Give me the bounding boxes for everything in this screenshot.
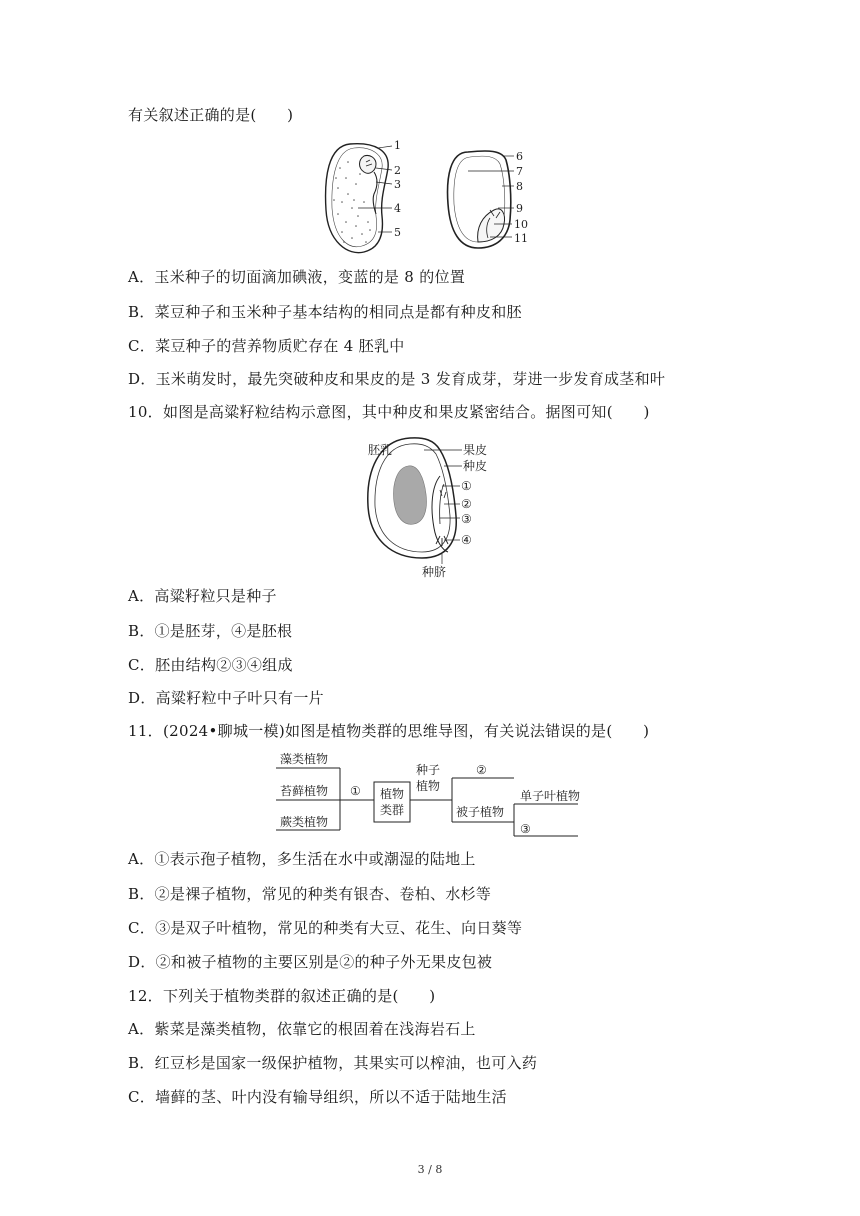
mindmap-angiosperm: 被子植物 — [456, 805, 505, 819]
seed-label-11: 11 — [514, 232, 528, 245]
mindmap-seed-2: 植物 — [416, 779, 441, 793]
seed-label-9: 9 — [516, 202, 523, 215]
seed-label-2: 2 — [394, 164, 401, 177]
mindmap-marker-2: ② — [476, 763, 487, 777]
q10-option-b: B．①是胚芽，④是胚根 — [128, 622, 293, 640]
q9-option-a: A．玉米种子的切面滴加碘液，变蓝的是 8 的位置 — [128, 268, 466, 286]
q9-option-c: C．菜豆种子的营养物质贮存在 4 胚乳中 — [128, 337, 405, 355]
q10-stem: 10．如图是高粱籽粒结构示意图，其中种皮和果皮紧密结合。据图可知( ) — [128, 403, 650, 421]
q12-option-b: B．红豆杉是国家一级保护植物，其果实可以榨油，也可入药 — [128, 1054, 538, 1072]
seed-label-8: 8 — [516, 180, 523, 193]
label-pericarp: 果皮 — [463, 443, 488, 457]
seed-label-6: 6 — [516, 150, 523, 163]
mindmap-center-1: 植物 — [380, 787, 405, 801]
mindmap-marker-1: ① — [350, 784, 361, 798]
q12-option-a: A．紫菜是藻类植物，依靠它的根固着在浅海岩石上 — [128, 1020, 476, 1038]
seed-label-3: 3 — [394, 178, 401, 191]
seed-label-7: 7 — [516, 165, 523, 178]
q11-option-d: D．②和被子植物的主要区别是②的种子外无果皮包被 — [128, 953, 493, 971]
q12-option-c: C．墙藓的茎、叶内没有输导组织，所以不适于陆地生活 — [128, 1088, 507, 1106]
marker-2: ② — [461, 497, 472, 511]
marker-1: ① — [461, 479, 472, 493]
q11-option-b: B．②是裸子植物，常见的种类有银杏、卷柏、水杉等 — [128, 885, 492, 903]
corn-seed-drawing — [448, 151, 514, 248]
q10-option-a: A．高粱籽粒只是种子 — [128, 587, 277, 605]
mindmap-monocot: 单子叶植物 — [520, 789, 581, 803]
label-endosperm: 胚乳 — [368, 443, 393, 457]
mindmap-seed-1: 种子 — [416, 763, 441, 777]
marker-3: ③ — [461, 512, 472, 526]
mindmap-algae: 藻类植物 — [280, 752, 329, 766]
seed-structure-figure — [318, 138, 544, 258]
mindmap-center-2: 类群 — [380, 803, 405, 817]
bean-seed-drawing — [326, 144, 392, 253]
q11-option-a: A．①表示孢子植物，多生活在水中或潮湿的陆地上 — [128, 850, 476, 868]
page-number: 3 / 8 — [417, 1163, 443, 1176]
q12-stem: 12．下列关于植物类群的叙述正确的是( ) — [128, 987, 436, 1005]
marker-4: ④ — [461, 533, 472, 547]
mindmap-marker-3: ③ — [520, 822, 531, 836]
q9-option-b: B．菜豆种子和玉米种子基本结构的相同点是都有种皮和胚 — [128, 303, 522, 321]
q11-stem: 11．(2024•聊城一模)如图是植物类群的思维导图，有关说法错误的是( ) — [128, 722, 650, 740]
q9-option-d: D．玉米萌发时，最先突破种皮和果皮的是 3 发育成芽，芽进一步发育成茎和叶 — [128, 370, 666, 388]
label-hilum: 种脐 — [422, 565, 447, 579]
q10-option-c: C．胚由结构②③④组成 — [128, 656, 293, 674]
seed-label-1: 1 — [394, 139, 401, 152]
mindmap-fern: 蕨类植物 — [280, 815, 329, 829]
label-seed-coat: 种皮 — [463, 459, 488, 473]
sorghum-grain-figure — [360, 436, 500, 582]
seed-label-4: 4 — [394, 202, 401, 215]
q10-option-d: D．高粱籽粒中子叶只有一片 — [128, 689, 324, 707]
mindmap-moss: 苔藓植物 — [280, 784, 329, 798]
seed-label-5: 5 — [394, 226, 401, 239]
plant-group-mindmap — [270, 748, 590, 840]
q9-stem-tail: 有关叙述正确的是( ) — [128, 106, 294, 124]
q11-option-c: C．③是双子叶植物，常见的种类有大豆、花生、向日葵等 — [128, 919, 523, 937]
seed-label-10: 10 — [514, 218, 528, 231]
